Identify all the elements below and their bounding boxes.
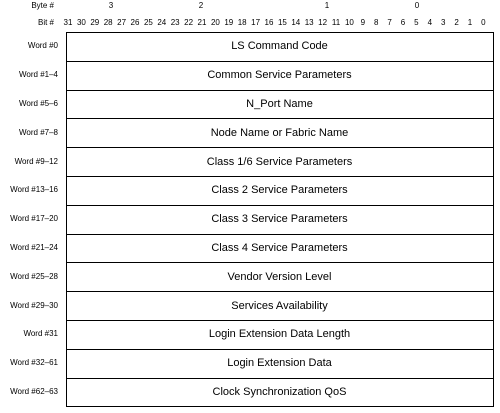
- byte-header-label: Byte #: [31, 1, 54, 10]
- field-cell: Class 1/6 Service Parameters: [206, 155, 353, 168]
- bit-tick: 6: [400, 18, 406, 27]
- bit-tick: 1: [467, 18, 473, 27]
- word-label: Word #13–16: [10, 185, 58, 195]
- word-label: Word #29–30: [10, 300, 58, 310]
- field-cell: Vendor Version Level: [227, 270, 332, 283]
- byte-tick: 2: [198, 1, 204, 10]
- word-label: Word #7–8: [19, 127, 58, 137]
- bit-tick: 24: [157, 18, 167, 27]
- field-cell: Node Name or Fabric Name: [210, 126, 349, 139]
- bit-header-label: Bit #: [37, 18, 54, 27]
- bit-tick: 22: [184, 18, 194, 27]
- byte-tick: 1: [324, 1, 330, 10]
- bit-tick: 3: [440, 18, 446, 27]
- bit-tick: 0: [481, 18, 486, 27]
- field-cell: Class 3 Service Parameters: [211, 213, 348, 226]
- field-cell: Clock Synchronization QoS: [212, 385, 347, 398]
- word-label: Word #1–4: [19, 70, 58, 80]
- word-label: Word #62–63: [10, 387, 58, 396]
- bit-tick: 11: [331, 18, 341, 27]
- bit-tick: 31: [63, 18, 73, 27]
- word-label: Word #17–20: [10, 214, 58, 224]
- bit-tick: 23: [170, 18, 180, 27]
- bit-tick: 13: [304, 18, 314, 27]
- bit-tick: 15: [277, 18, 287, 27]
- field-cell: Class 2 Service Parameters: [211, 184, 348, 197]
- bit-tick: 20: [210, 18, 220, 27]
- bit-tick: 17: [251, 18, 261, 27]
- word-label: Word #21–24: [10, 243, 58, 252]
- bit-tick: 8: [373, 18, 379, 27]
- bit-tick: 10: [344, 18, 354, 27]
- bit-tick: 27: [117, 18, 127, 27]
- bit-tick: 9: [360, 18, 366, 27]
- word-label: Word #25–28: [10, 271, 58, 281]
- bit-tick: 12: [318, 18, 328, 27]
- field-cell: LS Command Code: [231, 40, 328, 53]
- bit-tick: 14: [291, 18, 301, 27]
- bit-tick: 2: [454, 18, 459, 27]
- word-label: Word #5–6: [19, 99, 58, 108]
- word-label: Word #9–12: [14, 156, 58, 166]
- bit-tick: 5: [414, 18, 419, 27]
- field-cell: Login Extension Data Length: [208, 328, 351, 341]
- bit-tick: 4: [427, 18, 433, 27]
- bit-tick: 18: [237, 18, 247, 27]
- bit-tick: 7: [387, 18, 392, 27]
- bit-tick: 30: [76, 18, 86, 27]
- bit-tick: 28: [103, 18, 113, 27]
- bit-tick: 25: [143, 18, 153, 27]
- field-cell: Login Extension Data: [227, 357, 332, 370]
- bit-tick: 16: [264, 18, 274, 27]
- byte-tick: 0: [414, 1, 420, 10]
- field-cell: N_Port Name: [246, 97, 313, 110]
- bit-tick: 21: [197, 18, 207, 27]
- bit-tick: 29: [90, 18, 100, 27]
- word-label: Word #32–61: [10, 358, 58, 368]
- byte-tick: 3: [108, 1, 114, 10]
- bit-tick: 26: [130, 18, 140, 27]
- field-cell: Common Service Parameters: [207, 69, 352, 82]
- bit-tick: 19: [224, 18, 234, 27]
- field-cell: Class 4 Service Parameters: [211, 241, 348, 254]
- word-label: Word #31: [23, 329, 58, 339]
- field-cell: Services Availability: [231, 299, 328, 312]
- word-label: Word #0: [27, 41, 58, 51]
